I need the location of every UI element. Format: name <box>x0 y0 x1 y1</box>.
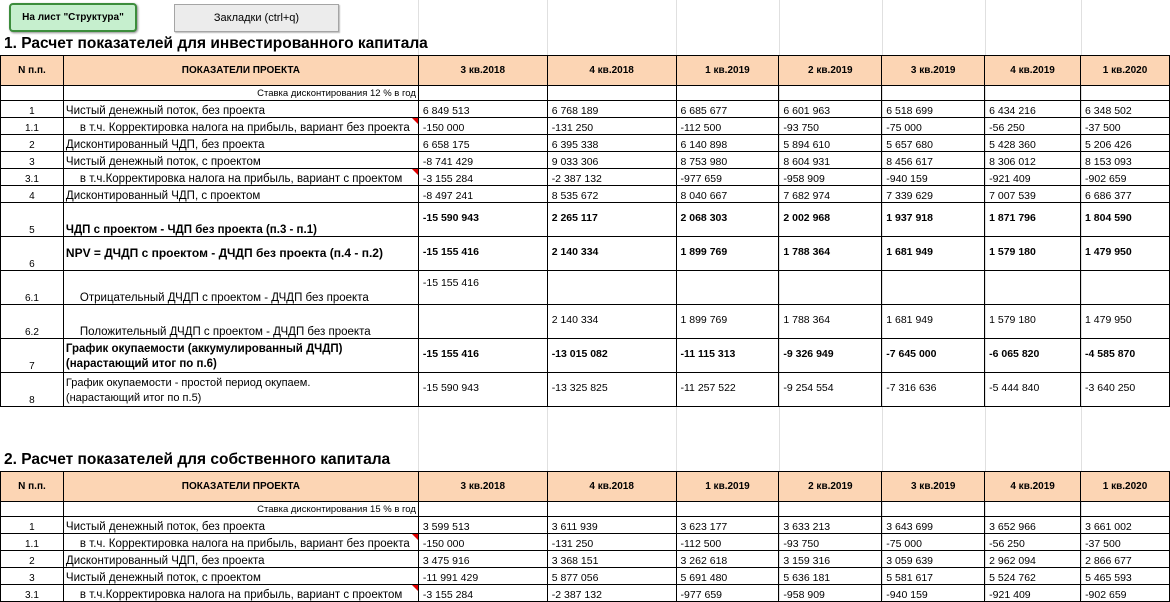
value-cell[interactable]: 8 535 672 <box>547 186 676 203</box>
value-cell[interactable]: -3 155 284 <box>418 585 547 602</box>
value-cell[interactable]: 3 652 966 <box>985 517 1081 534</box>
value-cell[interactable]: 6 658 175 <box>418 135 547 152</box>
indicator-label-cell[interactable]: Чистый денежный поток, с проектом <box>63 152 418 169</box>
header-cell: N п.п. <box>1 472 64 502</box>
indicator-label-cell[interactable]: ЧДП с проектом - ЧДП без проекта (п.3 - п.1) <box>63 203 418 237</box>
value-cell[interactable]: -4 585 870 <box>1081 339 1170 373</box>
header-cell: 1 кв.2019 <box>676 472 779 502</box>
value-cell[interactable]: 5 877 056 <box>547 568 676 585</box>
value-cell[interactable]: 2 962 094 <box>985 551 1081 568</box>
value-cell[interactable]: -958 909 <box>779 585 882 602</box>
value-cell[interactable]: -112 500 <box>676 118 779 135</box>
value-cell[interactable]: 3 633 213 <box>779 517 882 534</box>
value-cell[interactable]: -921 409 <box>985 585 1081 602</box>
indicator-label-cell[interactable]: Дисконтированный ЧДП, с проектом <box>63 186 418 203</box>
cell[interactable] <box>676 86 779 101</box>
value-cell[interactable]: 3 368 151 <box>547 551 676 568</box>
value-cell[interactable]: -8 497 241 <box>418 186 547 203</box>
header-cell: ПОКАЗАТЕЛИ ПРОЕКТА <box>63 56 418 86</box>
value-cell[interactable]: -2 387 132 <box>547 169 676 186</box>
indicator-label-cell[interactable]: Чистый денежный поток, без проекта <box>63 101 418 118</box>
value-cell[interactable]: -11 257 522 <box>676 373 779 407</box>
row-number-cell[interactable]: 1 <box>1 517 64 534</box>
value-cell[interactable]: 5 581 617 <box>882 568 985 585</box>
value-cell[interactable]: -150 000 <box>418 118 547 135</box>
discount-rate-label[interactable]: Ставка дисконтирования 12 % в год <box>63 86 418 101</box>
section2-title: 2. Расчет показателей для собственного капитала <box>4 451 391 468</box>
table-row <box>1 305 1170 339</box>
row-number-cell[interactable]: 3.1 <box>1 585 64 602</box>
value-cell[interactable]: -3 155 284 <box>418 169 547 186</box>
discount-rate-row <box>1 502 1170 517</box>
table-row <box>1 373 1170 407</box>
value-cell[interactable]: -977 659 <box>676 585 779 602</box>
value-cell[interactable]: 6 434 216 <box>985 101 1081 118</box>
value-cell[interactable] <box>985 271 1081 305</box>
table-row <box>1 203 1170 237</box>
row-number-cell[interactable]: 8 <box>1 373 64 407</box>
indicator-label-line: График окупаемости (аккумулированный ДЧДП) <box>65 343 343 355</box>
value-cell[interactable]: -9 326 949 <box>779 339 882 373</box>
value-cell[interactable] <box>882 271 985 305</box>
header-cell: 1 кв.2020 <box>1081 472 1170 502</box>
value-cell[interactable]: -11 991 429 <box>418 568 547 585</box>
cell[interactable] <box>1 502 64 517</box>
value-cell[interactable]: 3 475 916 <box>418 551 547 568</box>
indicator-label-cell[interactable]: NPV = ДЧДП с проектом - ДЧДП без проекта (п.4 - п.2) <box>63 237 418 271</box>
value-cell[interactable]: 6 140 898 <box>676 135 779 152</box>
value-cell[interactable]: 1 899 769 <box>676 305 779 339</box>
value-cell[interactable]: -13 325 825 <box>547 373 676 407</box>
table-row <box>1 585 1170 602</box>
value-cell[interactable]: 9 033 306 <box>547 152 676 169</box>
row-number-cell[interactable]: 1.1 <box>1 534 64 551</box>
value-cell[interactable]: 1 681 949 <box>882 305 985 339</box>
value-cell[interactable]: -7 316 636 <box>882 373 985 407</box>
value-cell[interactable]: 1 479 950 <box>1081 237 1170 271</box>
indicator-label-line: (нарастающий итог по п.5) <box>65 392 202 404</box>
value-cell[interactable]: -56 250 <box>985 534 1081 551</box>
value-cell[interactable]: 8 604 931 <box>779 152 882 169</box>
discount-rate-label[interactable]: Ставка дисконтирования 15 % в год <box>63 502 418 517</box>
value-cell[interactable]: -75 000 <box>882 534 985 551</box>
row-number-cell[interactable]: 1 <box>1 101 64 118</box>
value-cell[interactable]: -37 500 <box>1081 118 1170 135</box>
header-cell: 3 кв.2018 <box>418 472 547 502</box>
value-cell[interactable]: -940 159 <box>882 169 985 186</box>
cell[interactable] <box>547 86 676 101</box>
header-cell: 4 кв.2019 <box>985 56 1081 86</box>
value-cell[interactable]: 5 206 426 <box>1081 135 1170 152</box>
table-row <box>1 339 1170 373</box>
value-cell[interactable] <box>1081 271 1170 305</box>
row-number-cell[interactable]: 7 <box>1 339 64 373</box>
value-cell[interactable]: -977 659 <box>676 169 779 186</box>
value-cell[interactable]: -15 590 943 <box>418 373 547 407</box>
value-cell[interactable]: 3 599 513 <box>418 517 547 534</box>
value-cell[interactable]: 7 339 629 <box>882 186 985 203</box>
value-cell[interactable]: -902 659 <box>1081 585 1170 602</box>
value-cell[interactable]: -15 590 943 <box>418 203 547 237</box>
indicator-label-cell[interactable] <box>63 373 418 407</box>
value-cell[interactable] <box>418 305 547 339</box>
value-cell[interactable]: -112 500 <box>676 534 779 551</box>
section1-table <box>0 55 1170 407</box>
cell[interactable] <box>547 502 676 517</box>
row-number-cell[interactable]: 5 <box>1 203 64 237</box>
value-cell[interactable]: 5 894 610 <box>779 135 882 152</box>
value-cell[interactable]: 8 456 617 <box>882 152 985 169</box>
value-cell[interactable]: -7 645 000 <box>882 339 985 373</box>
value-cell[interactable]: 1 579 180 <box>985 237 1081 271</box>
cell[interactable] <box>676 502 779 517</box>
value-cell[interactable]: 2 866 677 <box>1081 551 1170 568</box>
row-number-cell[interactable]: 3.1 <box>1 169 64 186</box>
value-cell[interactable]: -8 741 429 <box>418 152 547 169</box>
value-cell[interactable]: -921 409 <box>985 169 1081 186</box>
value-cell[interactable]: 5 428 360 <box>985 135 1081 152</box>
table-row <box>1 169 1170 186</box>
row-number-cell[interactable]: 6 <box>1 237 64 271</box>
cell[interactable] <box>779 86 882 101</box>
value-cell[interactable]: -93 750 <box>779 118 882 135</box>
value-cell[interactable]: 1 788 364 <box>779 305 882 339</box>
value-cell[interactable]: 5 691 480 <box>676 568 779 585</box>
cell[interactable] <box>779 502 882 517</box>
value-cell[interactable] <box>676 271 779 305</box>
value-cell[interactable]: -150 000 <box>418 534 547 551</box>
value-cell[interactable]: -37 500 <box>1081 534 1170 551</box>
row-number-cell[interactable]: 3 <box>1 152 64 169</box>
value-cell[interactable]: 6 849 513 <box>418 101 547 118</box>
value-cell[interactable]: 1 937 918 <box>882 203 985 237</box>
section1-title: 1. Расчет показателей для инвестированного капитала <box>4 35 428 52</box>
value-cell[interactable]: 6 395 338 <box>547 135 676 152</box>
table-row <box>1 551 1170 568</box>
value-cell[interactable]: -15 155 416 <box>418 271 547 305</box>
value-cell[interactable]: -56 250 <box>985 118 1081 135</box>
value-cell[interactable]: -5 444 840 <box>985 373 1081 407</box>
table-row <box>1 118 1170 135</box>
value-cell[interactable]: 3 159 316 <box>779 551 882 568</box>
indicator-label-cell[interactable]: в т.ч. Корректировка налога на прибыль, вариант без проекта <box>63 534 418 551</box>
cell[interactable] <box>1081 86 1170 101</box>
indicator-label-cell[interactable]: в т.ч.Корректировка налога на прибыль, вариант с проектом <box>63 169 418 186</box>
value-cell[interactable]: 6 348 502 <box>1081 101 1170 118</box>
indicator-label-cell[interactable]: Дисконтированный ЧДП, без проекта <box>63 551 418 568</box>
section2-table <box>0 471 1170 602</box>
value-cell[interactable]: 2 068 303 <box>676 203 779 237</box>
indicator-label-line: (нарастающий итог по п.6) <box>65 358 217 370</box>
value-cell[interactable] <box>779 271 882 305</box>
header-cell: 4 кв.2018 <box>547 56 676 86</box>
indicator-label-cell[interactable]: в т.ч.Корректировка налога на прибыль, вариант с проектом <box>63 585 418 602</box>
cell[interactable] <box>1081 502 1170 517</box>
value-cell[interactable]: 2 265 117 <box>547 203 676 237</box>
value-cell[interactable]: 6 768 189 <box>547 101 676 118</box>
value-cell[interactable]: -940 159 <box>882 585 985 602</box>
value-cell[interactable]: 5 465 593 <box>1081 568 1170 585</box>
table-row <box>1 237 1170 271</box>
indicator-label-cell[interactable]: Чистый денежный поток, с проектом <box>63 568 418 585</box>
value-cell[interactable]: 1 579 180 <box>985 305 1081 339</box>
value-cell[interactable]: -958 909 <box>779 169 882 186</box>
discount-rate-row <box>1 86 1170 101</box>
cell[interactable] <box>882 502 985 517</box>
table-header-row <box>1 56 1170 86</box>
value-cell[interactable]: 6 686 377 <box>1081 186 1170 203</box>
value-cell[interactable]: 1 788 364 <box>779 237 882 271</box>
value-cell[interactable]: -13 015 082 <box>547 339 676 373</box>
indicator-label-cell[interactable]: Чистый денежный поток, без проекта <box>63 517 418 534</box>
cell[interactable] <box>882 86 985 101</box>
value-cell[interactable]: 8 306 012 <box>985 152 1081 169</box>
row-number-cell[interactable]: 2 <box>1 135 64 152</box>
cell[interactable] <box>985 502 1081 517</box>
value-cell[interactable]: -75 000 <box>882 118 985 135</box>
indicator-label-cell[interactable] <box>63 339 418 373</box>
cell[interactable] <box>418 86 547 101</box>
value-cell[interactable]: 3 611 939 <box>547 517 676 534</box>
value-cell[interactable]: -15 155 416 <box>418 339 547 373</box>
header-cell: 2 кв.2019 <box>779 56 882 86</box>
value-cell[interactable]: 6 685 677 <box>676 101 779 118</box>
value-cell[interactable]: 7 682 974 <box>779 186 882 203</box>
header-cell: ПОКАЗАТЕЛИ ПРОЕКТА <box>63 472 418 502</box>
value-cell[interactable]: 5 524 762 <box>985 568 1081 585</box>
indicator-label-cell[interactable]: Дисконтированный ЧДП, без проекта <box>63 135 418 152</box>
row-number-cell[interactable]: 6.2 <box>1 305 64 339</box>
value-cell[interactable]: 8 753 980 <box>676 152 779 169</box>
value-cell[interactable]: 7 007 539 <box>985 186 1081 203</box>
indicator-label-cell[interactable]: Отрицательный ДЧДП с проектом - ДЧДП без проекта <box>63 271 418 305</box>
value-cell[interactable]: -6 065 820 <box>985 339 1081 373</box>
value-cell[interactable]: 1 871 796 <box>985 203 1081 237</box>
value-cell[interactable]: 3 059 639 <box>882 551 985 568</box>
header-cell: 2 кв.2019 <box>779 472 882 502</box>
indicator-label-cell[interactable]: в т.ч. Корректировка налога на прибыль, вариант без проекта <box>63 118 418 135</box>
cell[interactable] <box>418 502 547 517</box>
table-row <box>1 135 1170 152</box>
value-cell[interactable]: 2 002 968 <box>779 203 882 237</box>
value-cell[interactable]: 3 262 618 <box>676 551 779 568</box>
header-cell: 3 кв.2018 <box>418 56 547 86</box>
value-cell[interactable]: -2 387 132 <box>547 585 676 602</box>
value-cell[interactable]: -131 250 <box>547 534 676 551</box>
table-row <box>1 101 1170 118</box>
row-number-cell[interactable]: 6.1 <box>1 271 64 305</box>
value-cell[interactable]: 5 636 181 <box>779 568 882 585</box>
value-cell[interactable]: -3 640 250 <box>1081 373 1170 407</box>
value-cell[interactable]: -902 659 <box>1081 169 1170 186</box>
table-row <box>1 152 1170 169</box>
value-cell[interactable]: 1 899 769 <box>676 237 779 271</box>
header-cell: 1 кв.2020 <box>1081 56 1170 86</box>
header-cell: 4 кв.2018 <box>547 472 676 502</box>
value-cell[interactable]: 1 479 950 <box>1081 305 1170 339</box>
table-row <box>1 568 1170 585</box>
value-cell[interactable]: 5 657 680 <box>882 135 985 152</box>
header-cell: 3 кв.2019 <box>882 56 985 86</box>
value-cell[interactable]: 3 623 177 <box>676 517 779 534</box>
value-cell[interactable]: 6 601 963 <box>779 101 882 118</box>
value-cell[interactable]: 3 661 002 <box>1081 517 1170 534</box>
value-cell[interactable]: -9 254 554 <box>779 373 882 407</box>
value-cell[interactable]: 1 804 590 <box>1081 203 1170 237</box>
row-number-cell[interactable]: 1.1 <box>1 118 64 135</box>
table-row <box>1 271 1170 305</box>
value-cell[interactable]: -131 250 <box>547 118 676 135</box>
cell[interactable] <box>985 86 1081 101</box>
cell[interactable] <box>1 86 64 101</box>
value-cell[interactable]: 1 681 949 <box>882 237 985 271</box>
value-cell[interactable]: 8 153 093 <box>1081 152 1170 169</box>
table-row <box>1 186 1170 203</box>
row-number-cell[interactable]: 2 <box>1 551 64 568</box>
value-cell[interactable]: 6 518 699 <box>882 101 985 118</box>
indicator-label-cell[interactable]: Положительный ДЧДП с проектом - ДЧДП без проекта <box>63 305 418 339</box>
row-number-cell[interactable]: 4 <box>1 186 64 203</box>
header-cell: N п.п. <box>1 56 64 86</box>
value-cell[interactable]: 3 643 699 <box>882 517 985 534</box>
go-to-structure-button[interactable]: На лист "Структура" <box>9 3 137 32</box>
value-cell[interactable]: -11 115 313 <box>676 339 779 373</box>
value-cell[interactable]: -93 750 <box>779 534 882 551</box>
header-cell: 1 кв.2019 <box>676 56 779 86</box>
value-cell[interactable]: 2 140 334 <box>547 305 676 339</box>
indicator-label-line: График окупаемости - простой период окупаем. <box>65 377 311 389</box>
value-cell[interactable]: -15 155 416 <box>418 237 547 271</box>
value-cell[interactable]: 8 040 667 <box>676 186 779 203</box>
table-row <box>1 517 1170 534</box>
table-row <box>1 534 1170 551</box>
row-number-cell[interactable]: 3 <box>1 568 64 585</box>
value-cell[interactable] <box>547 271 676 305</box>
bookmarks-button[interactable]: Закладки (ctrl+q) <box>174 4 339 32</box>
table-header-row <box>1 472 1170 502</box>
value-cell[interactable]: 2 140 334 <box>547 237 676 271</box>
header-cell: 4 кв.2019 <box>985 472 1081 502</box>
header-cell: 3 кв.2019 <box>882 472 985 502</box>
